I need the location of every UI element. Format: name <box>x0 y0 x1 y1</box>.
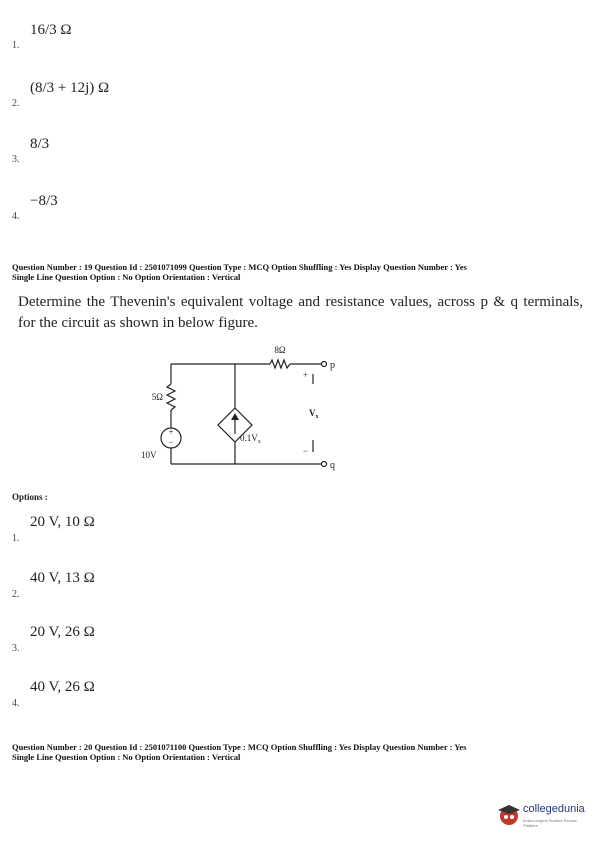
vx-minus-label: − <box>302 446 308 456</box>
terminal-q-label: q <box>330 460 335 471</box>
dependent-source-label: $0.1V_x$ <box>240 433 261 445</box>
left-resistor <box>167 384 175 410</box>
option-number: 2. <box>12 589 20 600</box>
options-label: Options : <box>12 492 48 502</box>
prev-option-text: 8/3 <box>30 136 50 152</box>
prev-option-number: 3. <box>12 154 20 165</box>
question-meta-line: Question Number : 20 Question Id : 2501071100 Question Type : MCQ Option Shuffling : Yes Display Question Number : Yes <box>12 742 467 752</box>
top-resistor-label: 8Ω <box>274 345 286 355</box>
logo-tagline: India's largest Student Review Platform <box>523 818 577 828</box>
option-text: 40 V, 13 Ω <box>30 570 95 586</box>
prev-option-number: 2. <box>12 98 20 109</box>
vx-label: $V_x$ <box>309 408 319 420</box>
question-meta <box>12 742 466 762</box>
prev-option-text: −8/3 <box>30 193 58 209</box>
question-meta-line: Question Number : 19 Question Id : 2501071099 Question Type : MCQ Option Shuffling : Yes Display Question Number : Yes <box>12 262 467 272</box>
source-minus-label: − <box>168 437 174 447</box>
prev-option-number: 4. <box>12 211 20 222</box>
prev-option-number: 1. <box>12 40 20 51</box>
top-resistor <box>270 360 290 368</box>
logo-text: collegedunia <box>523 803 585 815</box>
source-plus-label: + <box>168 427 174 437</box>
voltage-source-label: 10V <box>141 450 157 460</box>
collegedunia-logo <box>497 800 589 830</box>
vx-plus-label: + <box>302 370 308 380</box>
option-number: 3. <box>12 643 20 654</box>
logo-icon <box>497 803 521 827</box>
option-number: 1. <box>12 533 20 544</box>
option-text: 20 V, 26 Ω <box>30 624 95 640</box>
option-number: 4. <box>12 698 20 709</box>
question-meta-line: Single Line Question Option : No Option Orientation : Vertical <box>12 272 241 282</box>
terminal-p-label: p <box>330 360 335 371</box>
option-text: 40 V, 26 Ω <box>30 679 95 695</box>
prev-option-text: (8/3 + 12j) Ω <box>30 80 110 96</box>
prev-option-text: 16/3 Ω <box>30 22 72 38</box>
question-meta <box>12 262 467 282</box>
option-text: 20 V, 10 Ω <box>30 514 95 530</box>
question-text: Determine the Thevenin's equivalent voltage and resistance values, across p & q terminals, for the circuit as shown in below figure. <box>18 294 583 331</box>
circuit-diagram <box>135 340 355 475</box>
left-resistor-label: 5Ω <box>151 392 163 402</box>
question-meta-line: Single Line Question Option : No Option Orientation : Vertical <box>12 752 241 762</box>
